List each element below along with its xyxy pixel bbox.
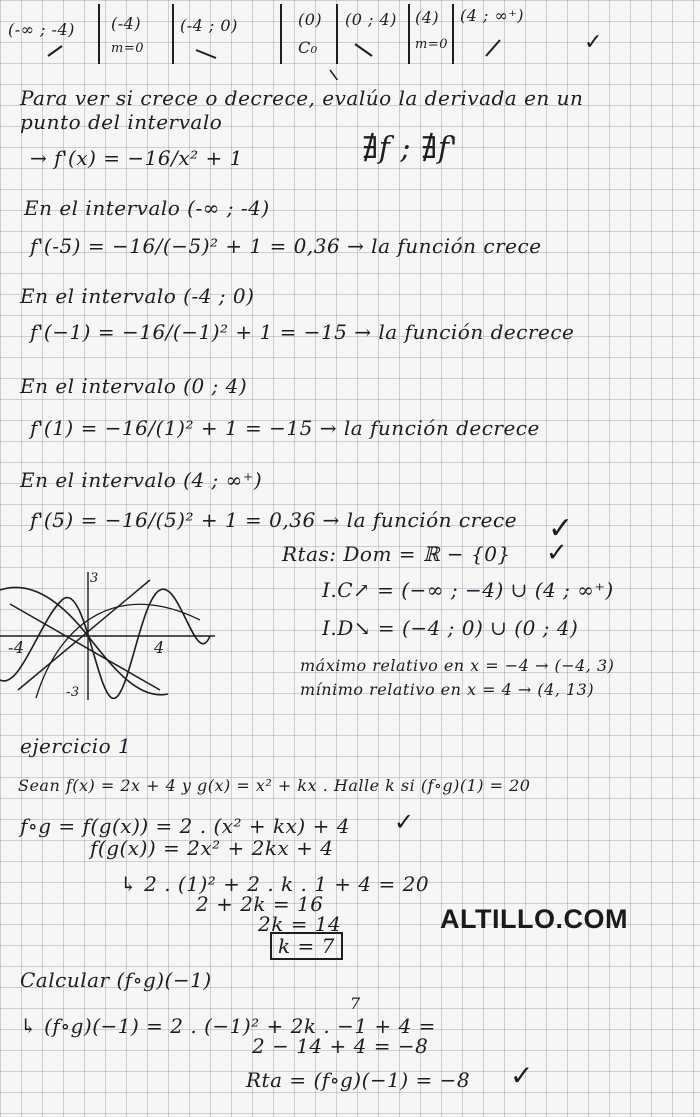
answer-increasing: I.C↗ = (−∞ ; −4) ∪ (4 ; ∞⁺) <box>322 578 614 602</box>
check-icon: ✓ <box>548 511 574 546</box>
final-answer: Rta = (f∘g)(−1) = −8 <box>246 1068 471 1092</box>
check-icon: ✓ <box>584 30 603 55</box>
interval-5: (0 ; 4) <box>345 10 397 29</box>
check-icon: ✓ <box>546 538 569 568</box>
intro-line-2: punto del intervalo <box>20 110 223 134</box>
calc-title: Calcular (f∘g)(−1) <box>20 968 212 992</box>
step-3: ↳ 2 . (1)² + 2 . k . 1 + 4 = 20 <box>120 872 430 896</box>
exercise-title: ejercicio 1 <box>20 734 132 758</box>
exercise-statement: Sean f(x) = 2x + 4 y g(x) = x² + kx . Halle k si (f∘g)(1) = 20 <box>18 776 531 795</box>
note-c0: C₀ <box>298 38 318 57</box>
function-sketch <box>0 560 230 710</box>
interval-heading-3: En el intervalo (0 ; 4) <box>20 374 248 398</box>
interval-3: (-4 ; 0) <box>180 16 238 35</box>
derivative-formula: → f'(x) = −16/x² + 1 <box>30 146 243 170</box>
step-2: f(g(x)) = 2x² + 2kx + 4 <box>90 836 334 860</box>
answer-min: mínimo relativo en x = 4 → (4, 13) <box>300 680 595 699</box>
graph-label-top: 3 <box>90 571 99 586</box>
step-4: 2 + 2k = 16 <box>196 892 324 916</box>
watermark: ALTILLO.COM <box>440 904 628 934</box>
interval-2: (-4) <box>111 14 142 33</box>
answer-decreasing: I.D↘ = (−4 ; 0) ∪ (0 ; 4) <box>322 616 579 640</box>
interval-eval-4: f'(5) = −16/(5)² + 1 = 0,36 → la función crece <box>30 508 518 532</box>
intro-line-1: Para ver si crece o decrece, evalúo la derivada en un <box>20 86 584 110</box>
interval-heading-4: En el intervalo (4 ; ∞⁺) <box>20 468 263 492</box>
interval-1: (-∞ ; -4) <box>8 20 75 39</box>
interval-heading-2: En el intervalo (-4 ; 0) <box>20 284 255 308</box>
answer-k-box: k = 7 <box>270 932 343 960</box>
side-note: ∄f ; ∄f' <box>362 131 459 166</box>
note-m0-left: m=0 <box>111 41 144 56</box>
note-m0-right: m=0 <box>415 37 448 52</box>
graph-label-left: -4 <box>8 638 25 657</box>
interval-eval-1: f'(-5) = −16/(−5)² + 1 = 0,36 → la función crece <box>30 234 542 258</box>
interval-eval-3: f'(1) = −16/(1)² + 1 = −15 → la función decrece <box>30 416 540 440</box>
step-5: 2k = 14 <box>258 912 342 936</box>
calc-line-1: ↳ (f∘g)(−1) = 2 . (−1)² + 2k . −1 + 4 = <box>20 1014 436 1038</box>
graph-label-bottom: -3 <box>66 685 80 700</box>
check-icon: ✓ <box>394 808 415 836</box>
calc-seven-note: 7 <box>350 994 361 1013</box>
interval-6: (4) <box>415 8 440 27</box>
graph-label-right: 4 <box>154 638 165 657</box>
interval-eval-2: f'(−1) = −16/(−1)² + 1 = −15 → la función decrece <box>30 320 575 344</box>
check-icon: ✓ <box>510 1059 534 1092</box>
step-1: f∘g = f(g(x)) = 2 . (x² + kx) + 4 <box>20 814 350 838</box>
interval-heading-1: En el intervalo (-∞ ; -4) <box>24 196 270 220</box>
answer-max: máximo relativo en x = −4 → (−4, 3) <box>300 656 615 675</box>
interval-4: (0) <box>298 10 323 29</box>
calc-line-2: 2 − 14 + 4 = −8 <box>252 1034 429 1058</box>
answer-domain: Rtas: Dom = ℝ − {0} <box>282 542 511 566</box>
interval-7: (4 ; ∞⁺) <box>460 6 524 25</box>
